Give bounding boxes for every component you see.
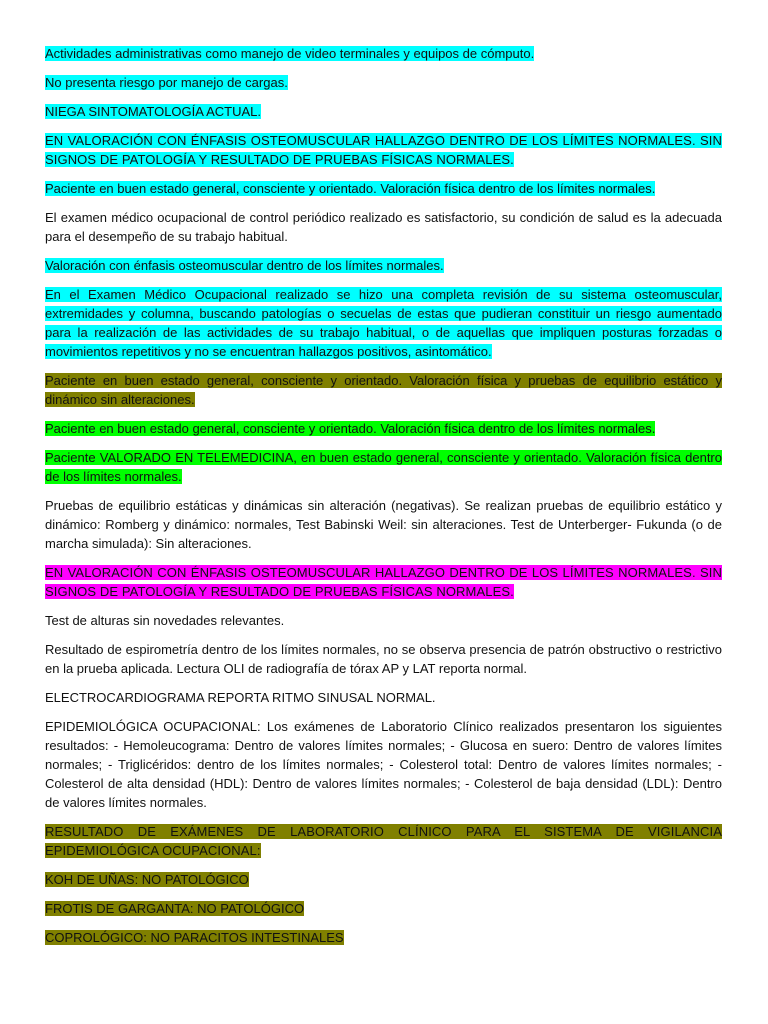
paragraph-throat-swab bbox=[45, 899, 722, 918]
paragraph-telemedicine bbox=[45, 448, 722, 486]
paragraph-ecg bbox=[45, 688, 722, 707]
highlighted-text: EN VALORACIÓN CON ÉNFASIS OSTEOMUSCULAR HALLAZGO DENTRO DE LOS LÍMITES NORMALES. SIN SIGNOS DE PATOLOGÍA Y RESULTADO DE PRUEBAS FÍSICAS NORMALES. bbox=[45, 565, 722, 599]
highlighted-text: Paciente VALORADO EN TELEMEDICINA, en buen estado general, consciente y orientado. Valoración física dentro de los límites normales. bbox=[45, 450, 722, 484]
highlighted-text: EN VALORACIÓN CON ÉNFASIS OSTEOMUSCULAR HALLAZGO DENTRO DE LOS LÍMITES NORMALES. SIN SIGNOS DE PATOLOGÍA Y RESULTADO DE PRUEBAS FÍSICAS NORMALES. bbox=[45, 133, 722, 167]
highlighted-text: Paciente en buen estado general, consciente y orientado. Valoración física dentro de los límites normales. bbox=[45, 421, 656, 436]
paragraph-text: El examen médico ocupacional de control periódico realizado es satisfactorio, su condición de salud es la adecuada para el desempeño de su trabajo habitual. bbox=[45, 210, 722, 244]
paragraph-occupational-exam bbox=[45, 285, 722, 361]
highlighted-text: Actividades administrativas como manejo de video terminales y equipos de cómputo. bbox=[45, 46, 535, 61]
paragraph-spirometry bbox=[45, 640, 722, 678]
paragraph-koh bbox=[45, 870, 722, 889]
highlighted-text: NIEGA SINTOMATOLOGÍA ACTUAL. bbox=[45, 104, 262, 119]
highlighted-text: Paciente en buen estado general, consciente y orientado. Valoración física y pruebas de equilibrio estático y dinámico sin alteraciones. bbox=[45, 373, 722, 407]
paragraph-text: Test de alturas sin novedades relevantes. bbox=[45, 613, 285, 628]
highlighted-text: Paciente en buen estado general, consciente y orientado. Valoración física dentro de los límites normales. bbox=[45, 181, 656, 196]
paragraph-text: Resultado de espirometría dentro de los límites normales, no se observa presencia de patrón obstructivo o restrictivo en la prueba aplicada. Lectura OLI de radiografía de tórax AP y LAT reporta normal. bbox=[45, 642, 722, 676]
paragraph-coprological bbox=[45, 928, 722, 947]
paragraph-osteomuscular-upper bbox=[45, 131, 722, 169]
paragraph-lab-results-heading bbox=[45, 822, 722, 860]
paragraph-text: EPIDEMIOLÓGICA OCUPACIONAL: Los exámenes de Laboratorio Clínico realizados presentaron los siguientes resultados: - Hemoleucograma: Dentro de valores límites normales; - Glucosa en suero: Dentro de valores límites normales; - Triglicéridos: dentro de los límites normales; - Colesterol total: Dentro de valores límites normales; - Colesterol de alta densidad (HDL): Dentro de valores límites normales; - Colesterol de baja densidad (LDL): Dentro de valores límites normales. bbox=[45, 719, 722, 810]
paragraph-symptoms bbox=[45, 102, 722, 121]
highlighted-text: RESULTADO DE EXÁMENES DE LABORATORIO CLÍNICO PARA EL SISTEMA DE VIGILANCIA EPIDEMIOLÓGICA OCUPACIONAL: bbox=[45, 824, 722, 858]
highlighted-text: FROTIS DE GARGANTA: NO PATOLÓGICO bbox=[45, 901, 305, 916]
paragraph-general-state bbox=[45, 179, 722, 198]
paragraph-heights-test bbox=[45, 611, 722, 630]
document-page bbox=[45, 44, 722, 957]
highlighted-text: COPROLÓGICO: NO PARACITOS INTESTINALES bbox=[45, 930, 344, 945]
paragraph-epidemiological bbox=[45, 717, 722, 812]
paragraph-activities bbox=[45, 44, 722, 63]
paragraph-text: Pruebas de equilibrio estáticas y dinámicas sin alteración (negativas). Se realizan pruebas de equilibrio estático y dinámico: Romberg y dinámico: normales, Test Babinski Weil: sin alteraciones. Test de Unterberger- Fukunda (o de marcha simulada): Sin alteraciones. bbox=[45, 498, 722, 551]
paragraph-exam-satisfactory bbox=[45, 208, 722, 246]
paragraph-balance-tests bbox=[45, 371, 722, 409]
highlighted-text: KOH DE UÑAS: NO PATOLÓGICO bbox=[45, 872, 249, 887]
paragraph-load-risk bbox=[45, 73, 722, 92]
paragraph-general-state-green bbox=[45, 419, 722, 438]
paragraph-equilibrium-tests bbox=[45, 496, 722, 553]
paragraph-osteomuscular-valuation bbox=[45, 256, 722, 275]
highlighted-text: En el Examen Médico Ocupacional realizado se hizo una completa revisión de su sistema osteomuscular, extremidades y columna, buscando patologías o secuelas de estas que pudieran constituir un riesgo aumentado para la realización de las actividades de su trabajo habitual, o de aquellas que impliquen posturas forzadas o movimientos repetitivos y no se encuentran hallazgos positivos, asintomático. bbox=[45, 287, 722, 359]
paragraph-osteomuscular-magenta bbox=[45, 563, 722, 601]
highlighted-text: No presenta riesgo por manejo de cargas. bbox=[45, 75, 288, 90]
paragraph-text: ELECTROCARDIOGRAMA REPORTA RITMO SINUSAL NORMAL. bbox=[45, 690, 436, 705]
highlighted-text: Valoración con énfasis osteomuscular dentro de los límites normales. bbox=[45, 258, 444, 273]
